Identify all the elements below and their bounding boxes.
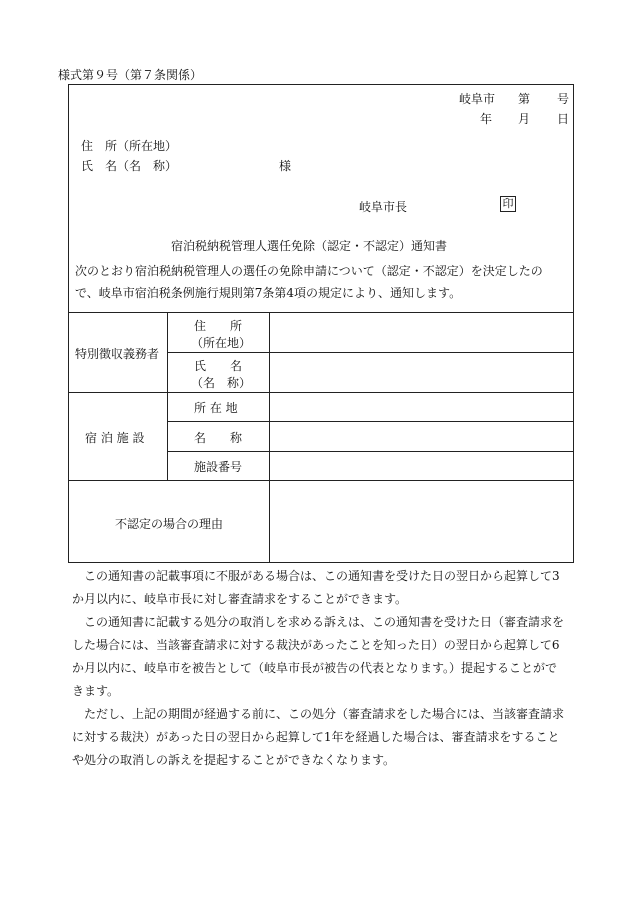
date-day: 日 [557,112,570,126]
seal-mark: 印 [500,196,516,212]
note-line: ただし、上記の期間が経過する前に、この処分（審査請求をした場合には、当該審査請求 [72,707,565,721]
intro-line-1: 次のとおり宿泊税納税管理人の選任の免除申請について（認定・不認定）を決定したの [75,264,543,278]
date-year: 年 [480,112,493,126]
date-month: 月 [518,112,531,126]
number-suffix: 号 [557,92,570,106]
facility-number-label: 施設番号 [194,460,243,474]
collector-name-label: 氏 名 [194,359,243,373]
note-line: や処分の取消しの訴えを提起することができなくなります。 [72,753,396,767]
collector-group-label: 特別徴収義務者 [75,347,160,361]
facility-row-divider-1 [167,421,574,422]
note-line: この通知書に記載する処分の取消しを求める訴えは、この通知書を受けた日（審査請求を [72,615,565,629]
note-line: この通知書の記載事項に不服がある場合は、この通知書を受けた日の翌日から起算して3 [72,569,560,583]
mayor-name: 岐阜市長 [359,200,408,214]
document-title: 宿泊税納税管理人選任免除（認定・不認定）通知書 [171,239,448,253]
collector-row-divider [167,352,574,353]
recipient-honorific: 様 [279,159,292,173]
form-number-header: 様式第９号（第７条関係） [58,68,203,82]
label-column-divider [167,312,168,480]
collector-address-sublabel: （所在地） [191,336,252,350]
value-column-divider [269,312,270,563]
note-line: に対する裁決）があった日の翌日から起算して1年を経過した場合は、審査請求をすること [72,730,560,744]
collector-address-label: 住 所 [194,319,243,333]
collector-name-sublabel: （名 称） [191,376,252,390]
note-line: した場合には、当該審査請求に対する裁決があったことを知った日）の翌日から起算して6 [72,638,560,652]
issuing-city: 岐阜市 [459,92,496,106]
facility-group-label: 宿 泊 施 設 [85,431,145,445]
facility-location-label: 所 在 地 [194,401,238,415]
reason-row-divider [69,480,574,481]
section-divider [69,392,574,393]
facility-name-label: 名 称 [194,431,243,445]
rejection-reason-label: 不認定の場合の理由 [115,517,224,531]
number-prefix: 第 [518,92,531,106]
intro-line-2: で、岐阜市宿泊税条例施行規則第7条第4項の規定により、通知します。 [75,286,462,300]
note-line: か月以内に、岐阜市を被告として（岐阜市長が被告の代表となります。）提起することがで [72,661,558,675]
recipient-name-label: 氏 名（名 称） [81,159,178,173]
appeal-notes [72,565,578,772]
facility-row-divider-2 [167,451,574,452]
table-top-rule [69,312,574,313]
recipient-address-label: 住 所（所在地） [81,139,178,153]
notice-form-frame [68,84,574,563]
note-line: きます。 [72,684,120,698]
note-line: か月以内に、岐阜市長に対し審査請求をすることができます。 [72,592,408,606]
